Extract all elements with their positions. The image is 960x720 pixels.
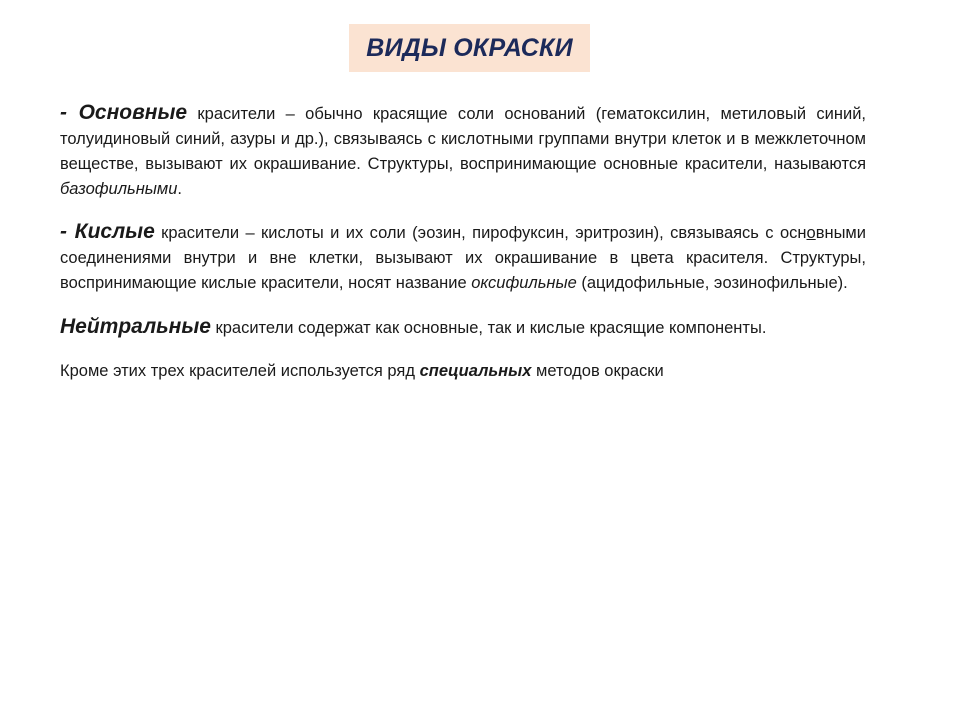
paragraph-text: красители – кислоты и их соли (эозин, пирофуксин, эритрозин), связываясь с осн xyxy=(154,224,807,242)
term-basic: Основные xyxy=(78,101,188,124)
paragraph-text: Кроме этих трех красителей используется ряд xyxy=(60,362,420,380)
term-oxyphilic: оксифильные xyxy=(471,274,577,292)
term-acid: Кислые xyxy=(74,220,155,243)
paragraph-basic-dyes xyxy=(60,100,866,202)
bullet-dash: - xyxy=(60,220,75,243)
paragraph-text: красители – обычно красящие соли оснований (гематоксилин, метиловый синий, толуидиновый синий, азуры и др.), связываясь с кислотными группами внутри клеток и в межклеточном веществе, вызывают их окрашивание. Структуры, воспринимающие основные красители, называются xyxy=(60,105,866,173)
paragraph-acid-dyes xyxy=(60,219,866,296)
paragraph-neutral-dyes xyxy=(60,314,866,341)
term-basophilic: базофильными xyxy=(60,180,178,198)
term-neutral: Нейтральные xyxy=(60,315,211,338)
paragraph-special-methods xyxy=(60,359,866,384)
slide-title: ВИДЫ ОКРАСКИ xyxy=(366,33,573,62)
paragraph-text: методов окраски xyxy=(531,362,664,380)
paragraph-text: вными соединениями внутри и вне клетки, вызывают их окрашивание в цвета красителя. Структуры, воспринимающие кислые красители, носят название xyxy=(60,224,866,292)
underlined-letter: о xyxy=(806,224,816,242)
title-box xyxy=(349,24,590,72)
paragraph-end: (ацидофильные, эозинофильные). xyxy=(576,274,848,292)
bullet-dash: - xyxy=(60,101,79,124)
content-area xyxy=(60,100,866,384)
term-special: специальных xyxy=(419,362,532,380)
paragraph-end: . xyxy=(177,180,183,198)
paragraph-text: красители содержат как основные, так и кислые красящие компоненты. xyxy=(210,319,767,337)
